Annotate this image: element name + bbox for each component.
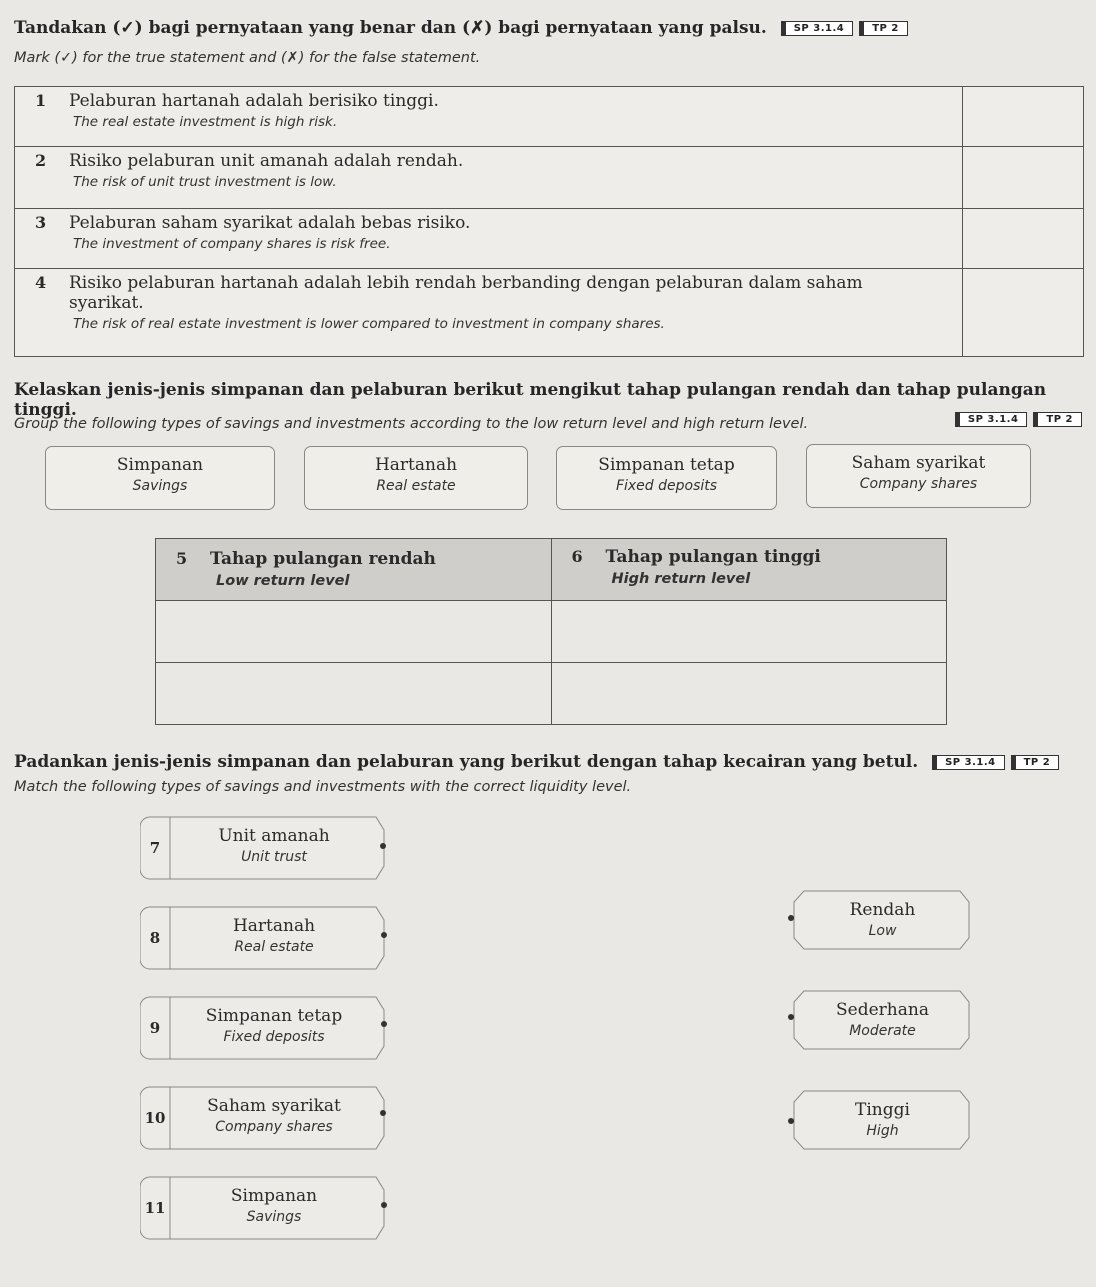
question-number: 1 <box>35 91 47 110</box>
item-label-en: Fixed deposits <box>223 1029 325 1045</box>
header-label-en: Low return level <box>216 573 350 589</box>
level-moderate[interactable] <box>790 990 970 1050</box>
high-return-header <box>551 539 947 601</box>
match-item-real-estate[interactable] <box>140 906 390 970</box>
level-high[interactable] <box>790 1090 970 1150</box>
answer-cell[interactable] <box>963 209 1084 269</box>
item-label-ms: Hartanah <box>232 916 316 936</box>
question-text-ms: Risiko pelaburan unit amanah adalah rendah. <box>69 151 464 171</box>
question-text-en: The investment of company shares is risk free. <box>73 236 391 252</box>
level-label-en: Low <box>868 923 897 939</box>
question-text-en: The real estate investment is high risk. <box>73 114 338 130</box>
question-number: 2 <box>35 151 47 170</box>
answer-cell[interactable] <box>963 147 1084 209</box>
answer-cell[interactable] <box>963 87 1084 147</box>
option-label-en: Savings <box>132 478 188 494</box>
item-number: 9 <box>149 1019 161 1037</box>
option-real-estate[interactable] <box>304 446 528 510</box>
item-number: 10 <box>144 1109 166 1127</box>
level-low[interactable] <box>790 890 970 950</box>
low-return-cell[interactable] <box>156 601 552 663</box>
table-row <box>156 663 947 725</box>
section2-badges <box>955 409 1082 428</box>
header-label-ms: Tahap pulangan tinggi <box>605 547 821 567</box>
question-number: 6 <box>571 547 583 566</box>
match-dot[interactable] <box>788 1118 794 1124</box>
option-company-shares[interactable] <box>806 444 1031 508</box>
item-number: 8 <box>149 929 161 947</box>
section3-instruction <box>14 752 1059 772</box>
section3-instruction-ms: Padankan jenis-jenis simpanan dan pelaburan yang berikut dengan tahap kecairan yang betul. <box>14 752 919 772</box>
header-label-en: High return level <box>611 571 751 587</box>
sp-badge: SP 3.1.4 <box>932 755 1004 770</box>
high-return-cell[interactable] <box>551 663 947 725</box>
option-fixed-deposits[interactable] <box>556 446 777 510</box>
item-label-ms: Simpanan <box>230 1186 318 1206</box>
tp-badge: TP 2 <box>1033 412 1082 427</box>
question-text-en: The risk of real estate investment is lower compared to investment in company shares. <box>73 316 665 332</box>
section2-instruction-en: Group the following types of savings and investments according to the low return level and high return level. <box>14 416 809 432</box>
table-row <box>15 209 1084 269</box>
match-dot[interactable] <box>380 1110 386 1116</box>
level-label-ms: Sederhana <box>836 1000 929 1020</box>
option-label-ms: Saham syarikat <box>851 453 986 473</box>
option-label-en: Real estate <box>376 478 456 494</box>
tp-badge: TP 2 <box>1011 755 1060 770</box>
option-label-ms: Simpanan <box>116 455 204 475</box>
table-row <box>156 601 947 663</box>
match-dot[interactable] <box>381 1202 387 1208</box>
table-row <box>15 269 1084 357</box>
item-number: 7 <box>149 839 161 857</box>
item-label-en: Company shares <box>215 1119 333 1135</box>
match-dot[interactable] <box>380 843 386 849</box>
header-label-ms: Tahap pulangan rendah <box>210 549 436 569</box>
sp-badge: SP 3.1.4 <box>955 412 1027 427</box>
question-number: 4 <box>35 273 47 292</box>
item-number: 11 <box>144 1199 166 1217</box>
section2-instruction-ms: Kelaskan jenis-jenis simpanan dan pelaburan berikut mengikut tahap pulangan rendah dan tahap pulangan tinggi. <box>14 380 1047 420</box>
section1-instruction <box>14 18 908 38</box>
question-number: 5 <box>176 549 188 568</box>
table-header-row <box>156 539 947 601</box>
table-row <box>15 87 1084 147</box>
match-dot[interactable] <box>788 915 794 921</box>
section3-instruction-en: Match the following types of savings and investments with the correct liquidity level. <box>14 779 632 795</box>
item-label-en: Savings <box>246 1209 302 1225</box>
level-label-en: High <box>866 1123 899 1139</box>
tp-badge: TP 2 <box>859 21 908 36</box>
match-dot[interactable] <box>788 1014 794 1020</box>
sp-badge: SP 3.1.4 <box>781 21 853 36</box>
section1-instruction-ms: Tandakan (✓) bagi pernyataan yang benar dan (✗) bagi pernyataan yang palsu. <box>14 18 767 38</box>
question-text-ms: Risiko pelaburan hartanah adalah lebih rendah berbanding dengan pelaburan dalam saham syarikat. <box>69 273 863 313</box>
item-label-en: Real estate <box>234 939 314 955</box>
match-dot[interactable] <box>381 932 387 938</box>
low-return-header <box>156 539 552 601</box>
item-label-ms: Simpanan tetap <box>205 1006 343 1026</box>
question-text-en: The risk of unit trust investment is low. <box>73 174 337 190</box>
option-label-ms: Hartanah <box>374 455 458 475</box>
match-item-fixed-deposits[interactable] <box>140 996 390 1060</box>
option-savings[interactable] <box>45 446 275 510</box>
match-item-company-shares[interactable] <box>140 1086 390 1150</box>
level-label-en: Moderate <box>849 1023 916 1039</box>
item-label-ms: Unit amanah <box>218 826 330 846</box>
true-false-table <box>14 86 1084 357</box>
option-label-en: Fixed deposits <box>615 478 718 494</box>
answer-cell[interactable] <box>963 269 1084 357</box>
high-return-cell[interactable] <box>551 601 947 663</box>
match-dot[interactable] <box>381 1021 387 1027</box>
section1-instruction-en: Mark (✓) for the true statement and (✗) for the false statement. <box>14 50 481 66</box>
level-label-ms: Rendah <box>849 900 916 920</box>
item-label-en: Unit trust <box>241 849 307 865</box>
item-label-ms: Saham syarikat <box>207 1096 341 1116</box>
table-row <box>15 147 1084 209</box>
match-item-unit-trust[interactable] <box>140 816 390 880</box>
question-number: 3 <box>35 213 47 232</box>
option-label-ms: Simpanan tetap <box>598 455 735 475</box>
option-label-en: Company shares <box>859 476 978 492</box>
match-item-savings[interactable] <box>140 1176 390 1240</box>
question-text-ms: Pelaburan hartanah adalah berisiko tinggi. <box>69 91 439 111</box>
classification-table <box>155 538 947 725</box>
question-text-ms: Pelaburan saham syarikat adalah bebas risiko. <box>69 213 471 233</box>
low-return-cell[interactable] <box>156 663 552 725</box>
level-label-ms: Tinggi <box>855 1100 910 1120</box>
